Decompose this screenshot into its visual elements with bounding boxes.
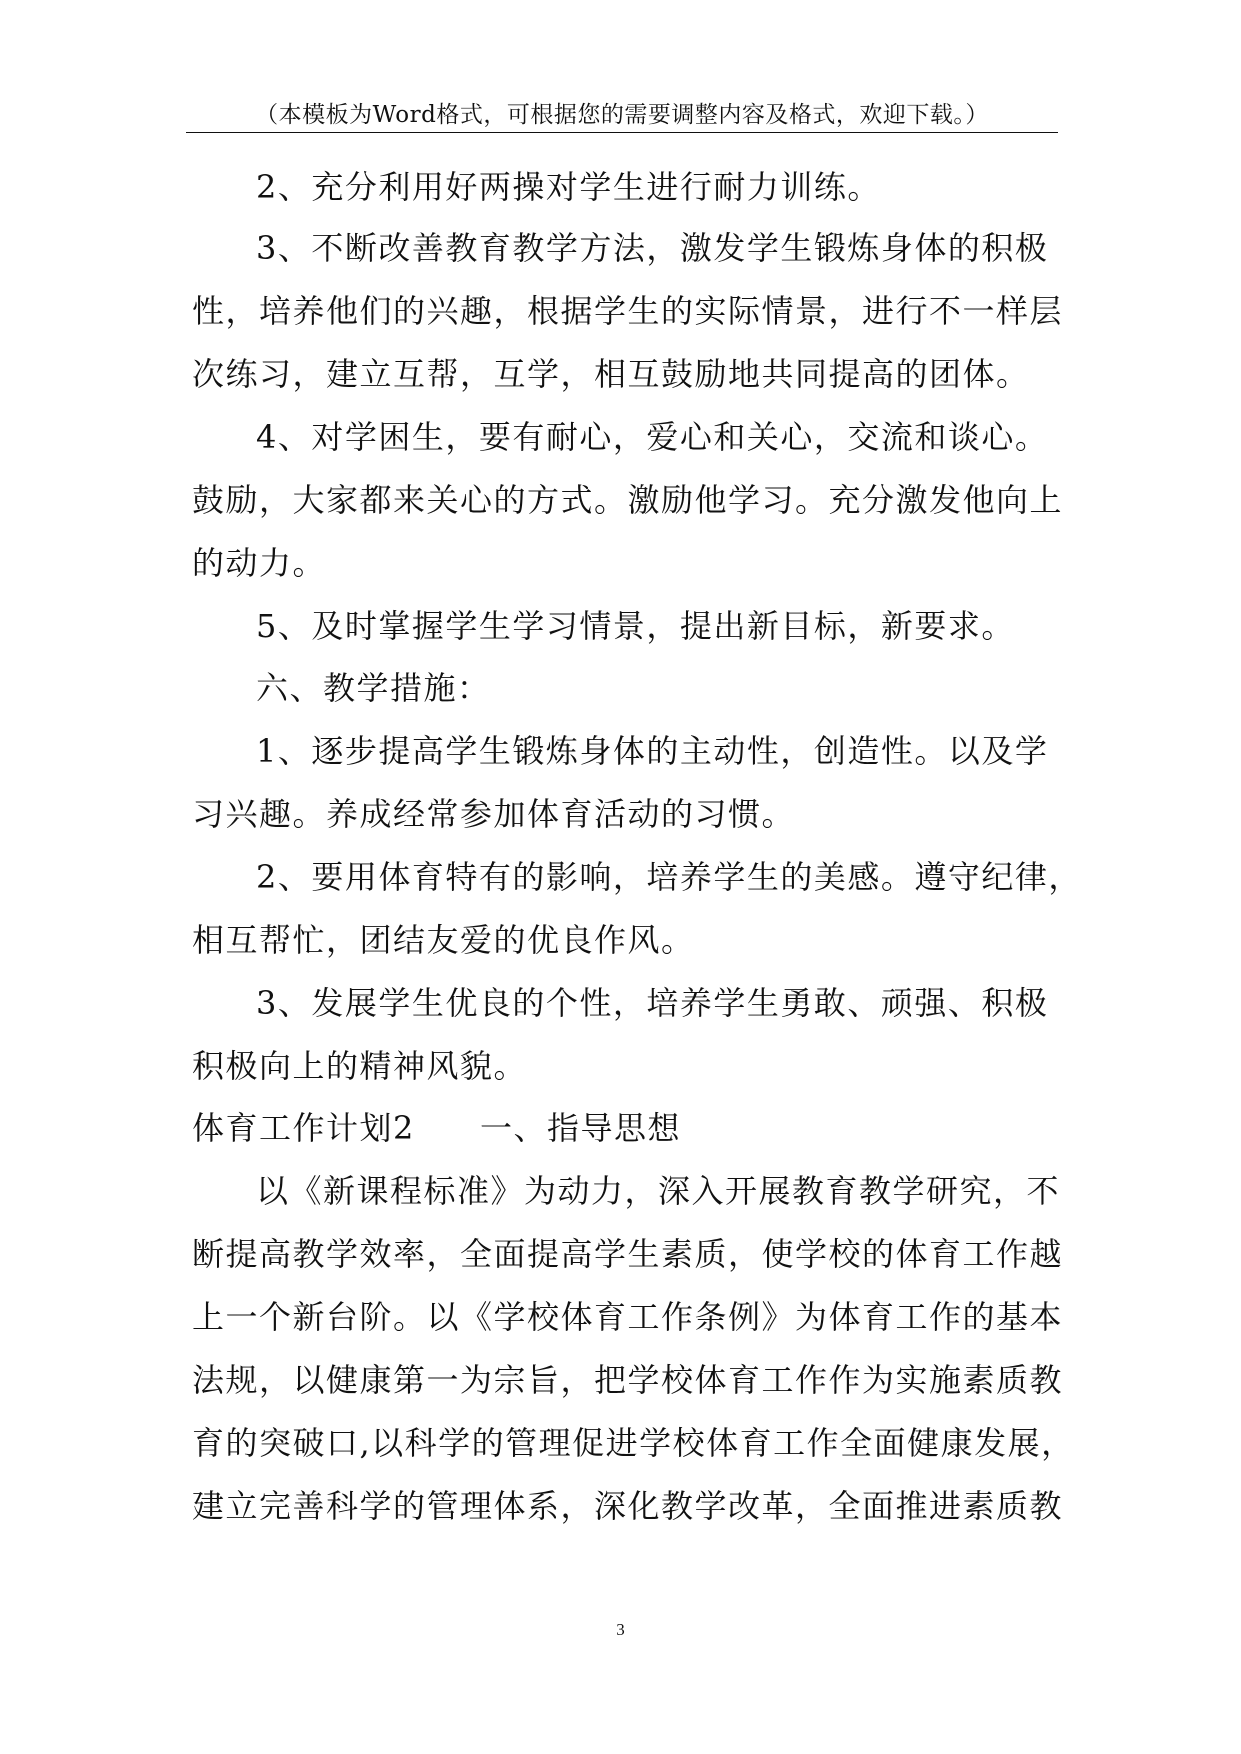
paragraph-line: 4、对学困生，要有耐心，爱心和关心，交流和谈心。: [256, 418, 1049, 456]
paragraph-line: 上一个新台阶。以《学校体育工作条例》为体育工作的基本: [192, 1298, 1064, 1336]
paragraph-line: 积极向上的精神风貌。: [192, 1047, 528, 1085]
paragraph-line: 次练习，建立互帮，互学，相互鼓励地共同提高的团体。: [192, 355, 1030, 393]
section-heading: 六、教学措施：: [256, 669, 491, 707]
paragraph-line: 以《新课程标准》为动力，深入开展教育教学研究，不: [256, 1172, 1061, 1210]
header-divider: [186, 132, 1058, 133]
paragraph-line: 相互帮忙，团结友爱的优良作风。: [192, 921, 695, 959]
paragraph-line: 建立完善科学的管理体系，深化教学改革，全面推进素质教: [192, 1487, 1064, 1525]
paragraph-line: 鼓励，大家都来关心的方式。激励他学习。充分激发他向上: [192, 481, 1064, 519]
plan-subheading: 一、指导思想: [480, 1109, 682, 1147]
paragraph-line: 5、及时掌握学生学习情景，提出新目标，新要求。: [256, 607, 1015, 645]
paragraph-line: 习兴趣。养成经常参加体育活动的习惯。: [192, 795, 796, 833]
paragraph-line: 断提高教学效率，全面提高学生素质，使学校的体育工作越: [192, 1235, 1064, 1273]
paragraph-line: 3、发展学生优良的个性，培养学生勇敢、顽强、积极: [256, 984, 1049, 1022]
paragraph-line: 法规，以健康第一为宗旨，把学校体育工作作为实施素质教: [192, 1361, 1064, 1399]
paragraph-line: 的动力。: [192, 544, 327, 582]
paragraph-line: 3、不断改善教育教学方法，激发学生锻炼身体的积极: [256, 229, 1049, 267]
paragraph-line: 1、逐步提高学生锻炼身体的主动性，创造性。以及学: [256, 732, 1049, 770]
page-number: 3: [616, 1620, 625, 1639]
paragraph-line: 2、充分利用好两操对学生进行耐力训练。: [256, 168, 881, 206]
plan-title: 体育工作计划2: [192, 1109, 415, 1147]
paragraph-line: 性，培养他们的兴趣，根据学生的实际情景，进行不一样层: [192, 292, 1064, 330]
paragraph-line: 2、要用体育特有的影响，培养学生的美感。遵守纪律，: [256, 858, 1082, 896]
paragraph-line: 育的突破口,以科学的管理促进学校体育工作全面健康发展，: [192, 1424, 1075, 1462]
header-note: （本模板为Word格式，可根据您的需要调整内容及格式，欢迎下载。）: [255, 102, 989, 128]
